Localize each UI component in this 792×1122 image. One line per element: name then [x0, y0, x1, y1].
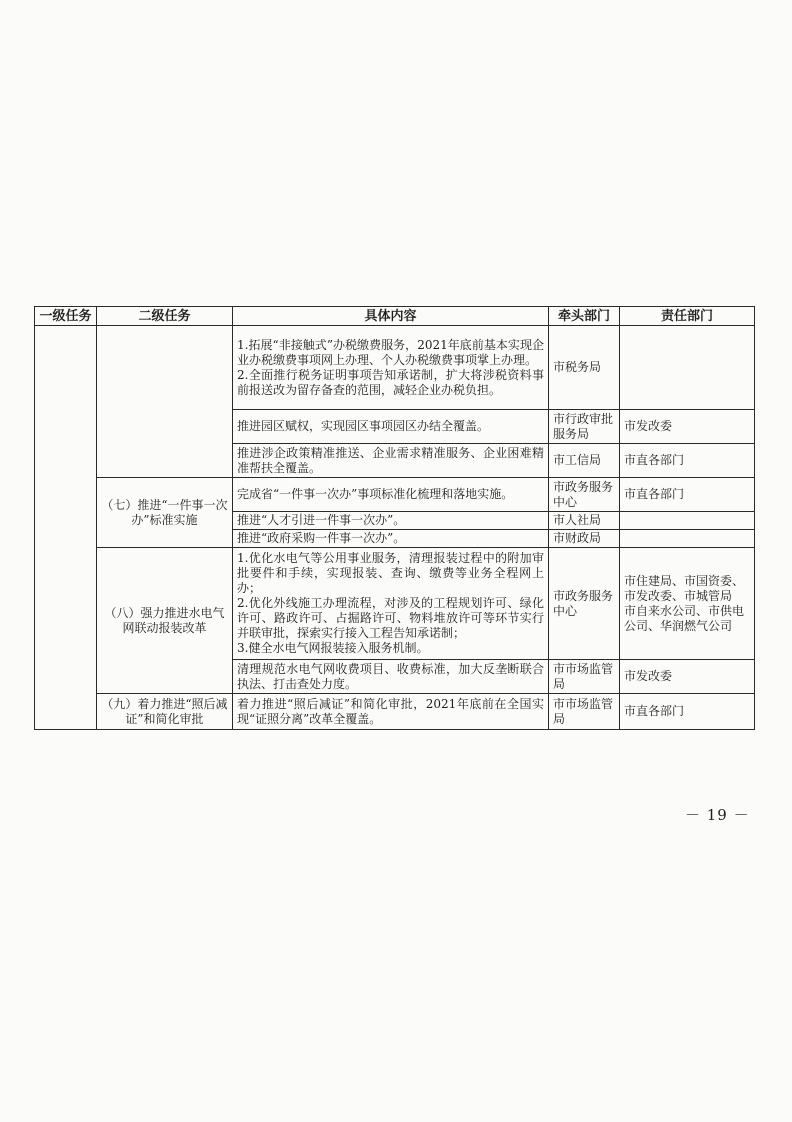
lead-department-cell: 市政务服务中心	[549, 478, 620, 512]
level2-task-cell: （九）着力推进“照后减证”和简化审批	[97, 694, 233, 730]
content-cell	[233, 694, 549, 730]
content-cell	[233, 326, 549, 410]
content-cell	[233, 512, 549, 530]
content-cell	[233, 478, 549, 512]
content-line: 1.优化水电气等公用事业服务，清理报装过程中的附加审批要件和手续，实现报装、查询、缴费等业务全程网上办；	[237, 551, 544, 595]
content-line: 2.全面推行税务证明事项告知承诺制，扩大将涉税资料事前报送改为留存备查的范围，减轻企业办税负担。	[237, 367, 544, 397]
content-cell	[233, 410, 549, 444]
content-line: 完成省“一件事一次办”事项标准化梳理和落地实施。	[237, 487, 514, 501]
lead-department-cell: 市政务服务中心	[549, 548, 620, 660]
content-line: 推进涉企政策精准推送、企业需求精准服务、企业困难精准帮扶全覆盖。	[237, 445, 544, 475]
content-line: 着力推进“照后减证”和简化审批，2021年底前在全国实现“证照分离”改革全覆盖。	[237, 696, 544, 726]
lead-department-cell: 市市场监管局	[549, 660, 620, 694]
content-cell	[233, 444, 549, 478]
content-line: 2.优化外线施工办理流程，对涉及的工程规划许可、绿化许可、路政许可、占掘路许可、物料堆放许可等环节实行并联审批，探索实行接入工程告知承诺制；	[237, 596, 544, 640]
content-cell	[233, 660, 549, 694]
table-row	[35, 548, 755, 660]
lead-department-cell: 市人社局	[549, 512, 620, 530]
table-row	[35, 478, 755, 512]
header-lead-department: 牵头部门	[549, 307, 620, 326]
responsible-line: 市自来水公司、市供电公司、华润燃气公司	[624, 603, 745, 633]
lead-department-cell: 市税务局	[549, 326, 620, 410]
header-responsible-department: 责任部门	[620, 307, 755, 326]
lead-department-cell: 市财政局	[549, 530, 620, 548]
page-number: － 19 －	[685, 806, 750, 824]
table-row	[35, 326, 755, 410]
table-header-row	[35, 307, 755, 326]
task-table	[34, 306, 755, 730]
lead-department-cell: 市行政审批服务局	[549, 410, 620, 444]
level2-task-cell: （七）推进“一件事一次办”标准实施	[97, 478, 233, 548]
content-line: 清理规范水电气网收费项目、收费标准，加大反垄断联合执法、打击查处力度。	[237, 661, 544, 691]
responsible-department-cell: 市直各部门	[620, 694, 755, 730]
header-level2-task: 二级任务	[97, 307, 233, 326]
header-content: 具体内容	[233, 307, 549, 326]
responsible-department-cell	[620, 548, 755, 660]
table-row	[35, 694, 755, 730]
level1-task-cell	[35, 326, 97, 730]
content-cell	[233, 548, 549, 660]
responsible-department-cell: 市直各部门	[620, 478, 755, 512]
content-line: 推进“政府采购一件事一次办”。	[237, 531, 406, 545]
content-line: 1.拓展“非接触式”办税缴费服务，2021年底前基本实现企业办税缴费事项网上办理、个人办税缴费事项掌上办理。	[237, 337, 544, 367]
lead-department-cell: 市工信局	[549, 444, 620, 478]
content-cell	[233, 530, 549, 548]
responsible-department-cell	[620, 326, 755, 410]
content-line: 推进园区赋权，实现园区事项园区办结全覆盖。	[237, 419, 490, 433]
level2-task-cell	[97, 326, 233, 478]
level2-task-cell: （八）强力推进水电气网联动报装改革	[97, 548, 233, 694]
responsible-department-cell	[620, 530, 755, 548]
responsible-line: 市住建局、市国资委、市发改委、市城管局	[624, 573, 745, 603]
header-level1-task: 一级任务	[35, 307, 97, 326]
lead-department-cell: 市市场监管局	[549, 694, 620, 730]
content-line: 3.健全水电气网报装接入服务机制。	[237, 641, 429, 655]
responsible-department-cell: 市直各部门	[620, 444, 755, 478]
responsible-department-cell: 市发改委	[620, 410, 755, 444]
content-line: 推进“人才引进一件事一次办”。	[237, 513, 406, 527]
responsible-department-cell	[620, 512, 755, 530]
responsible-department-cell: 市发改委	[620, 660, 755, 694]
